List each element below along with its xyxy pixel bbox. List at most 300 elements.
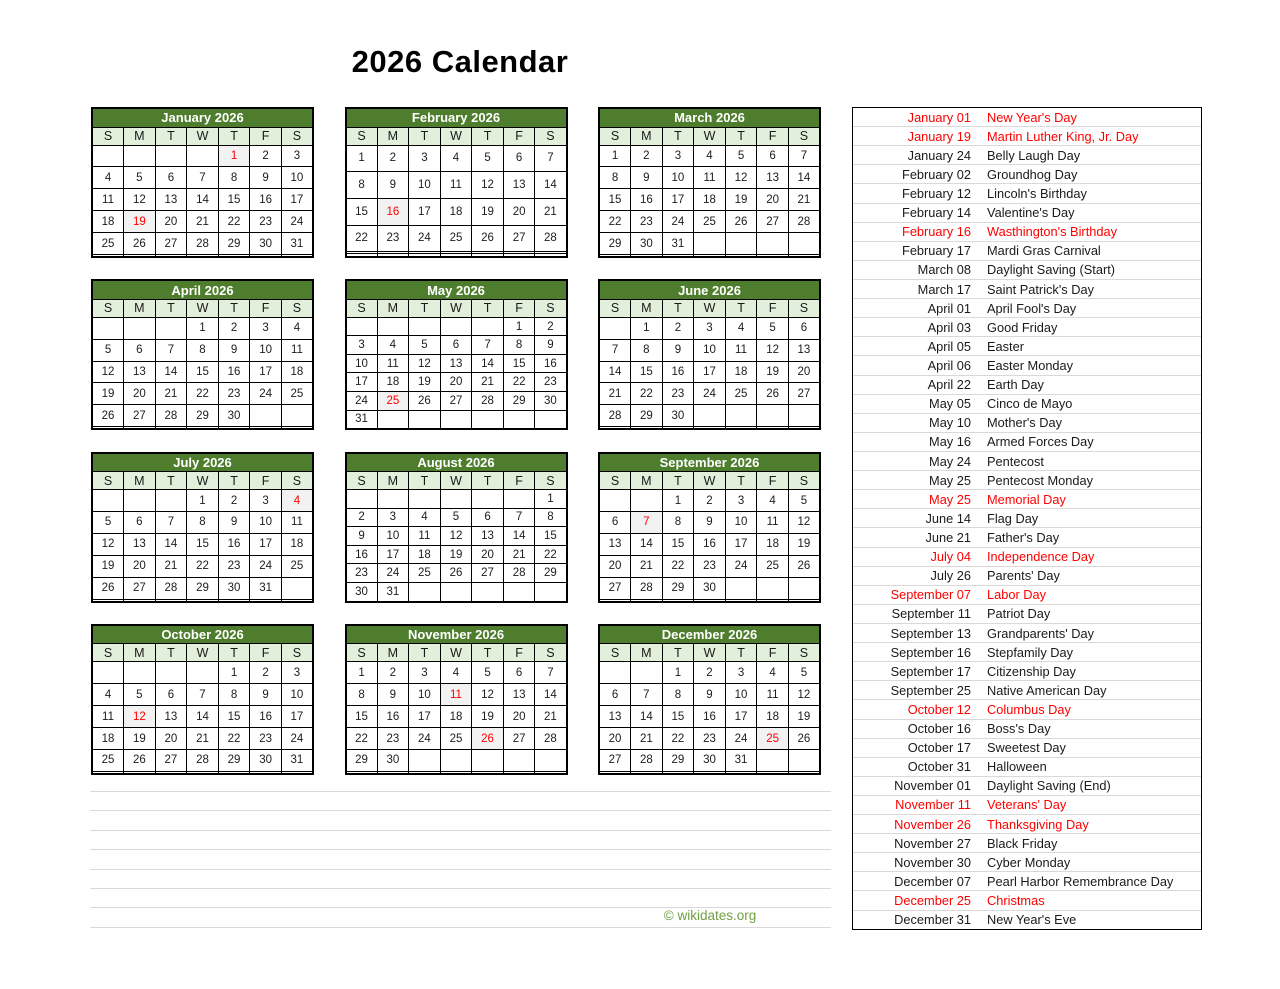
- day-cell: [631, 771, 663, 774]
- holiday-row: [853, 548, 1201, 567]
- day-cell: 22: [346, 728, 378, 750]
- holiday-row: [853, 605, 1201, 624]
- holiday-date: January 24: [907, 147, 971, 163]
- weekday-header: S: [535, 644, 567, 662]
- holiday-date: September 07: [890, 587, 971, 603]
- day-cell: 9: [346, 527, 378, 546]
- day-cell: 7: [155, 511, 187, 533]
- day-cell: [599, 771, 631, 774]
- holiday-name: Labor Day: [987, 587, 1047, 603]
- day-cell: 18: [757, 533, 789, 555]
- notes-rule-line: [90, 849, 831, 850]
- day-cell: 25: [694, 211, 726, 233]
- day-cell: [757, 749, 789, 771]
- holiday-row: [853, 395, 1201, 414]
- day-cell: 25: [757, 555, 789, 577]
- day-cell: 4: [694, 145, 726, 167]
- day-cell: 26: [92, 577, 124, 599]
- day-cell: 21: [788, 189, 820, 211]
- day-cell: [155, 490, 187, 512]
- day-cell: 8: [218, 167, 250, 189]
- day-cell: 24: [409, 728, 441, 750]
- holiday-name: Easter: [987, 338, 1024, 354]
- day-cell: [472, 410, 504, 429]
- day-cell: 21: [187, 728, 219, 750]
- day-cell: 24: [346, 391, 378, 410]
- day-cell: 25: [92, 749, 124, 771]
- day-cell: 2: [218, 317, 250, 339]
- day-cell: 3: [694, 317, 726, 339]
- weekday-header: T: [472, 644, 504, 662]
- day-cell: 18: [92, 728, 124, 750]
- day-cell: 13: [788, 339, 820, 361]
- weekday-header: F: [250, 472, 282, 490]
- day-cell: 27: [788, 383, 820, 405]
- day-cell: 28: [599, 405, 631, 427]
- weekday-header: W: [440, 644, 472, 662]
- holiday-list-panel: [852, 107, 1202, 930]
- holiday-row: [853, 414, 1201, 433]
- holiday-name: Father's Day: [987, 529, 1060, 545]
- day-cell: 7: [535, 662, 567, 684]
- day-cell: 5: [472, 145, 504, 172]
- day-cell: 14: [155, 533, 187, 555]
- day-cell: [218, 771, 250, 774]
- day-cell: [694, 771, 726, 774]
- day-cell: 19: [788, 706, 820, 728]
- holiday-date: March 08: [917, 262, 971, 278]
- holiday-row: [853, 624, 1201, 643]
- weekday-header: T: [725, 299, 757, 317]
- day-cell: 29: [346, 749, 378, 771]
- holiday-date: October 16: [907, 721, 971, 737]
- day-cell: [757, 233, 789, 255]
- day-cell: 21: [155, 383, 187, 405]
- weekday-header: W: [187, 472, 219, 490]
- day-cell: 12: [472, 684, 504, 706]
- day-cell: [535, 582, 567, 601]
- day-cell: 8: [187, 339, 219, 361]
- day-cell: [346, 490, 378, 509]
- day-cell: [409, 410, 441, 429]
- day-cell: 3: [409, 662, 441, 684]
- month-header: March 2026: [599, 108, 820, 127]
- day-cell: [503, 771, 535, 774]
- month-table-october-2026: [91, 624, 314, 775]
- holiday-row: [853, 528, 1201, 547]
- holiday-name: Martin Luther King, Jr. Day: [987, 128, 1139, 144]
- day-cell: 29: [631, 405, 663, 427]
- weekday-header: W: [187, 644, 219, 662]
- day-cell: 23: [535, 373, 567, 392]
- day-cell: 23: [631, 211, 663, 233]
- holiday-date: September 11: [891, 606, 971, 622]
- day-cell: [472, 317, 504, 336]
- day-cell: [218, 599, 250, 602]
- day-cell: 31: [346, 410, 378, 429]
- weekday-header: M: [124, 299, 156, 317]
- notes-rule-line: [90, 927, 831, 928]
- weekday-header: M: [377, 644, 409, 662]
- holiday-row: [853, 720, 1201, 739]
- holiday-date: December 25: [894, 893, 971, 909]
- day-cell: [757, 577, 789, 599]
- day-cell: 21: [187, 211, 219, 233]
- day-cell: 7: [631, 511, 663, 533]
- day-cell: [124, 599, 156, 602]
- day-cell: 12: [725, 167, 757, 189]
- day-cell: 2: [218, 490, 250, 512]
- day-cell: 12: [472, 172, 504, 199]
- holiday-name: Black Friday: [987, 835, 1058, 851]
- month-table-november-2026: [345, 624, 568, 775]
- day-cell: 19: [725, 189, 757, 211]
- day-cell: 29: [218, 233, 250, 255]
- day-cell: [155, 254, 187, 257]
- day-cell: 19: [440, 545, 472, 564]
- day-cell: 17: [250, 533, 282, 555]
- day-cell: 15: [503, 354, 535, 373]
- weekday-header: F: [757, 644, 789, 662]
- holiday-name: Thanksgiving Day: [987, 816, 1089, 832]
- day-cell: 28: [535, 728, 567, 750]
- day-cell: 28: [155, 577, 187, 599]
- day-cell: 23: [694, 728, 726, 750]
- day-cell: 4: [757, 662, 789, 684]
- day-cell: 19: [472, 198, 504, 225]
- weekday-header: F: [757, 299, 789, 317]
- day-cell: 8: [599, 167, 631, 189]
- day-cell: 3: [662, 145, 694, 167]
- holiday-name: Christmas: [987, 893, 1045, 909]
- holiday-date: February 12: [902, 185, 971, 201]
- day-cell: [440, 749, 472, 771]
- day-cell: 18: [757, 706, 789, 728]
- day-cell: 2: [250, 145, 282, 167]
- day-cell: 8: [218, 684, 250, 706]
- day-cell: [155, 662, 187, 684]
- day-cell: 24: [250, 383, 282, 405]
- holiday-row: [853, 796, 1201, 815]
- holiday-date: December 31: [894, 912, 971, 928]
- day-cell: [631, 599, 663, 602]
- notes-rule-line: [90, 888, 831, 889]
- day-cell: [472, 771, 504, 774]
- weekday-header: W: [694, 299, 726, 317]
- holiday-row: [853, 242, 1201, 261]
- holiday-name: Mardi Gras Carnival: [987, 243, 1101, 259]
- day-cell: 7: [187, 167, 219, 189]
- day-cell: 12: [440, 527, 472, 546]
- day-cell: [662, 254, 694, 257]
- day-cell: 21: [599, 383, 631, 405]
- day-cell: 4: [281, 317, 313, 339]
- day-cell: 26: [788, 728, 820, 750]
- day-cell: 18: [92, 211, 124, 233]
- day-cell: 18: [440, 706, 472, 728]
- day-cell: 4: [757, 490, 789, 512]
- day-cell: 28: [503, 564, 535, 583]
- weekday-header: S: [281, 644, 313, 662]
- weekday-header: T: [409, 299, 441, 317]
- weekday-header: T: [155, 472, 187, 490]
- day-cell: 10: [346, 354, 378, 373]
- holiday-row: [853, 681, 1201, 700]
- holiday-date: November 27: [894, 835, 971, 851]
- weekday-header: W: [440, 299, 472, 317]
- day-cell: 9: [377, 172, 409, 199]
- weekday-header: M: [124, 472, 156, 490]
- day-cell: [440, 771, 472, 774]
- month-table-january-2026: [91, 107, 314, 258]
- holiday-name: Daylight Saving (End): [987, 778, 1111, 794]
- day-cell: 27: [124, 577, 156, 599]
- day-cell: [725, 771, 757, 774]
- day-cell: 26: [472, 728, 504, 750]
- day-cell: 1: [631, 317, 663, 339]
- day-cell: 20: [788, 361, 820, 383]
- day-cell: 30: [218, 405, 250, 427]
- holiday-name: Earth Day: [987, 377, 1044, 393]
- page-title: 2026 Calendar: [351, 44, 569, 79]
- day-cell: 30: [694, 749, 726, 771]
- day-cell: 8: [346, 684, 378, 706]
- holiday-date: June 21: [925, 529, 971, 545]
- day-cell: 27: [599, 749, 631, 771]
- day-cell: 20: [155, 728, 187, 750]
- day-cell: [440, 317, 472, 336]
- day-cell: 25: [92, 233, 124, 255]
- holiday-name: Citizenship Day: [987, 663, 1076, 679]
- day-cell: [281, 577, 313, 599]
- holiday-row: [853, 777, 1201, 796]
- weekday-header: M: [631, 299, 663, 317]
- day-cell: 14: [187, 706, 219, 728]
- holiday-row: [853, 318, 1201, 337]
- day-cell: [725, 577, 757, 599]
- day-cell: 28: [187, 233, 219, 255]
- day-cell: 29: [187, 405, 219, 427]
- day-cell: 15: [631, 361, 663, 383]
- holiday-name: Cinco de Mayo: [987, 396, 1073, 412]
- day-cell: 22: [503, 373, 535, 392]
- holiday-date: September 17: [890, 663, 971, 679]
- day-cell: [535, 254, 567, 257]
- day-cell: [631, 662, 663, 684]
- month-header: February 2026: [346, 108, 567, 127]
- day-cell: 19: [124, 728, 156, 750]
- holiday-row: [853, 127, 1201, 146]
- day-cell: 10: [694, 339, 726, 361]
- day-cell: 27: [757, 211, 789, 233]
- day-cell: 15: [599, 189, 631, 211]
- weekday-header: T: [155, 299, 187, 317]
- holiday-name: Valentine's Day: [987, 205, 1075, 221]
- day-cell: [409, 254, 441, 257]
- day-cell: [472, 254, 504, 257]
- holiday-name: Sweetest Day: [987, 740, 1066, 756]
- day-cell: [250, 405, 282, 427]
- day-cell: 8: [631, 339, 663, 361]
- weekday-header: S: [281, 299, 313, 317]
- day-cell: [281, 254, 313, 257]
- day-cell: 3: [281, 145, 313, 167]
- day-cell: 11: [92, 189, 124, 211]
- holiday-name: Armed Forces Day: [987, 434, 1094, 450]
- day-cell: 21: [155, 555, 187, 577]
- holiday-row: [853, 739, 1201, 758]
- holiday-date: January 01: [907, 109, 971, 125]
- day-cell: 25: [440, 728, 472, 750]
- day-cell: 4: [377, 336, 409, 355]
- day-cell: 11: [694, 167, 726, 189]
- day-cell: 2: [346, 508, 378, 527]
- day-cell: [187, 599, 219, 602]
- holiday-date: April 06: [927, 357, 971, 373]
- day-cell: [503, 410, 535, 429]
- day-cell: 25: [377, 391, 409, 410]
- holiday-name: Belly Laugh Day: [987, 147, 1081, 163]
- weekday-header: T: [218, 644, 250, 662]
- day-cell: 14: [599, 361, 631, 383]
- holiday-date: November 01: [894, 778, 971, 794]
- day-cell: 16: [250, 189, 282, 211]
- day-cell: 9: [218, 339, 250, 361]
- day-cell: 23: [377, 225, 409, 252]
- day-cell: [124, 145, 156, 167]
- weekday-header: W: [694, 644, 726, 662]
- weekday-header: F: [503, 472, 535, 490]
- day-cell: 9: [250, 684, 282, 706]
- day-cell: 16: [377, 706, 409, 728]
- day-cell: 28: [187, 749, 219, 771]
- day-cell: 29: [599, 233, 631, 255]
- weekday-header: T: [662, 472, 694, 490]
- holiday-date: April 01: [927, 300, 971, 316]
- holiday-name: Grandparents' Day: [987, 625, 1095, 641]
- day-cell: 24: [662, 211, 694, 233]
- day-cell: [92, 254, 124, 257]
- weekday-header: S: [346, 299, 378, 317]
- day-cell: 22: [218, 211, 250, 233]
- day-cell: 13: [440, 354, 472, 373]
- day-cell: [281, 405, 313, 427]
- day-cell: [377, 490, 409, 509]
- day-cell: 10: [662, 167, 694, 189]
- day-cell: 30: [250, 749, 282, 771]
- copyright-link[interactable]: © wikidates.org: [663, 908, 757, 923]
- day-cell: 11: [757, 511, 789, 533]
- holiday-name: New Year's Day: [987, 109, 1077, 125]
- weekday-header: S: [535, 127, 567, 145]
- day-cell: [788, 749, 820, 771]
- holiday-row: [853, 490, 1201, 509]
- weekday-header: T: [662, 644, 694, 662]
- day-cell: 31: [725, 749, 757, 771]
- month-header: May 2026: [346, 280, 567, 299]
- day-cell: 30: [250, 233, 282, 255]
- holiday-row: [853, 643, 1201, 662]
- day-cell: 27: [440, 391, 472, 410]
- day-cell: 13: [124, 533, 156, 555]
- day-cell: 4: [440, 662, 472, 684]
- weekday-header: F: [503, 127, 535, 145]
- day-cell: 20: [757, 189, 789, 211]
- day-cell: 10: [377, 527, 409, 546]
- day-cell: [725, 254, 757, 257]
- day-cell: [662, 771, 694, 774]
- weekday-header: T: [725, 472, 757, 490]
- weekday-header: M: [631, 644, 663, 662]
- day-cell: 20: [124, 555, 156, 577]
- weekday-header: T: [409, 127, 441, 145]
- holiday-name: Good Friday: [987, 319, 1058, 335]
- weekday-header: T: [218, 299, 250, 317]
- day-cell: 16: [694, 533, 726, 555]
- day-cell: 11: [757, 684, 789, 706]
- weekday-header: S: [599, 299, 631, 317]
- day-cell: [503, 490, 535, 509]
- day-cell: 19: [124, 211, 156, 233]
- weekday-header: S: [599, 644, 631, 662]
- day-cell: 10: [281, 167, 313, 189]
- weekday-header: T: [662, 127, 694, 145]
- day-cell: 19: [472, 706, 504, 728]
- day-cell: 17: [662, 189, 694, 211]
- day-cell: 21: [535, 706, 567, 728]
- day-cell: 7: [599, 339, 631, 361]
- day-cell: 22: [662, 728, 694, 750]
- day-cell: 2: [377, 662, 409, 684]
- day-cell: 15: [535, 527, 567, 546]
- day-cell: [409, 582, 441, 601]
- holiday-date: March 17: [917, 281, 971, 297]
- day-cell: [155, 599, 187, 602]
- holiday-row: [853, 146, 1201, 165]
- holiday-date: December 07: [894, 873, 971, 889]
- day-cell: [599, 427, 631, 430]
- holiday-name: Memorial Day: [987, 491, 1066, 507]
- holiday-date: April 05: [927, 338, 971, 354]
- day-cell: 14: [472, 354, 504, 373]
- weekday-header: S: [788, 472, 820, 490]
- day-cell: 6: [155, 167, 187, 189]
- day-cell: 3: [409, 145, 441, 172]
- holiday-name: Daylight Saving (Start): [987, 262, 1116, 278]
- day-cell: 17: [377, 545, 409, 564]
- day-cell: [218, 427, 250, 430]
- day-cell: 15: [662, 533, 694, 555]
- month-table-june-2026: [598, 279, 821, 430]
- month-table-december-2026: [598, 624, 821, 775]
- day-cell: [187, 771, 219, 774]
- day-cell: 12: [124, 706, 156, 728]
- weekday-header: S: [788, 299, 820, 317]
- holiday-row: [853, 815, 1201, 834]
- day-cell: [788, 427, 820, 430]
- day-cell: 14: [631, 533, 663, 555]
- holiday-date: May 05: [929, 396, 971, 412]
- day-cell: [757, 405, 789, 427]
- day-cell: 22: [346, 225, 378, 252]
- day-cell: 22: [631, 383, 663, 405]
- day-cell: 4: [440, 145, 472, 172]
- day-cell: 8: [187, 511, 219, 533]
- day-cell: 23: [346, 564, 378, 583]
- day-cell: 20: [124, 383, 156, 405]
- day-cell: 1: [187, 317, 219, 339]
- day-cell: 1: [346, 662, 378, 684]
